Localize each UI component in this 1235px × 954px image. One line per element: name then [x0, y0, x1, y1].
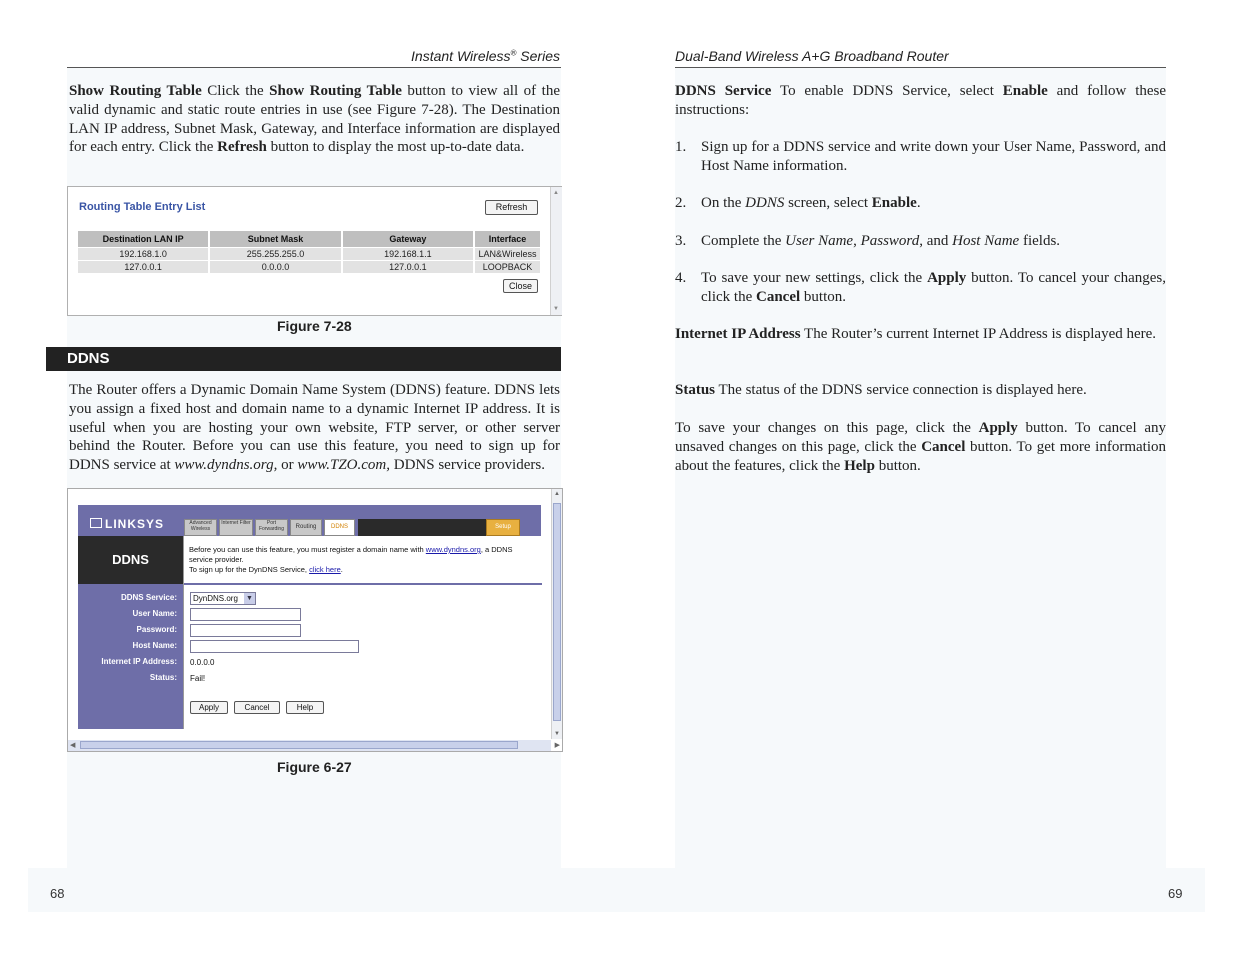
step-number: 4. — [675, 270, 687, 286]
ddns-screen-figure — [67, 488, 563, 752]
text-run: and follow these instructions: — [675, 83, 1167, 118]
routing-button-ref: Show Routing Table — [269, 83, 402, 99]
text-run: To save your new settings, click the — [701, 270, 928, 286]
ddns-service-select[interactable] — [190, 592, 256, 605]
horizontal-scrollbar[interactable] — [68, 740, 560, 751]
table-cell: 127.0.0.1 — [342, 261, 474, 274]
text-run: The Router offers a Dynamic Domain Name System (DDNS) feature. DDNS lets you assign a fixed host and domain name to a dynamic Internet IP address. It is useful when you are hosting your own website, FTP server, or other server behind the Router. Before you can use this feature, you need to sign up for DDNS service at — [69, 382, 560, 474]
tab-setup[interactable]: Setup — [486, 519, 520, 536]
bold-term: Help — [844, 457, 875, 474]
italic-term: User Name — [785, 233, 854, 249]
text-run: button to view all of the valid dynamic and static route entries in use (see Figure 7-28). The Destination LAN IP address, Subnet Mask, Gateway, and Interface information are displayed for each entry. Click the — [69, 83, 560, 156]
h-scroll-thumb[interactable] — [80, 741, 518, 749]
column-header: Interface — [474, 231, 540, 248]
routing-table-figure — [67, 186, 562, 316]
label-status: Status: — [149, 673, 177, 682]
routing-paragraph — [69, 82, 560, 157]
step-number: 1. — [675, 139, 687, 155]
tab-port-forwarding[interactable]: Port Forwarding — [255, 519, 288, 536]
status-value: Fail! — [190, 674, 206, 683]
apply-button[interactable]: Apply — [190, 701, 228, 714]
routing-term: Show Routing Table — [69, 83, 202, 99]
step-2 — [675, 194, 1166, 213]
bold-term: Cancel — [921, 438, 966, 455]
status-term: Status — [675, 382, 716, 398]
italic-term: DDNS — [745, 195, 785, 211]
tab-advanced-wireless[interactable]: Advanced Wireless — [184, 519, 217, 536]
figure-caption-627: Figure 6-27 — [277, 759, 352, 775]
logo-text: LINKSYS — [105, 517, 165, 531]
text-run: button. To cancel your changes, click the — [701, 270, 1166, 305]
text-run: DDNS service providers. — [390, 457, 545, 474]
text-run: . — [916, 195, 921, 211]
text-run: To sign up for the DynDNS Service, — [189, 565, 310, 574]
text-run: Click the — [201, 83, 270, 99]
ddns-service-value: DynDNS.org — [193, 594, 238, 603]
table-row — [78, 261, 540, 274]
step-1 — [675, 138, 1166, 176]
tzo-url: www.TZO.com, — [297, 457, 390, 474]
internet-ip-value: 0.0.0.0 — [190, 658, 215, 667]
figure-caption-728: Figure 7-28 — [277, 318, 352, 334]
help-button[interactable]: Help — [286, 701, 324, 714]
internet-ip-term: Internet IP Address — [675, 326, 801, 342]
text-run: On the — [701, 195, 746, 211]
linksys-logo — [90, 517, 164, 531]
header-rule — [675, 67, 1166, 68]
label-password: Password: — [136, 625, 177, 634]
host-name-input[interactable] — [190, 640, 359, 653]
text-run: button to display the most up-to-date data. — [266, 139, 525, 156]
ddns-intro-paragraph — [69, 381, 560, 475]
scroll-left-icon[interactable]: ◀ — [70, 742, 76, 749]
header-rule — [67, 67, 561, 68]
table-cell: LOOPBACK — [474, 261, 540, 274]
bold-term: Apply — [927, 270, 967, 286]
step-4 — [675, 269, 1166, 307]
refresh-ref: Refresh — [217, 139, 267, 156]
tab-routing[interactable]: Routing — [290, 519, 322, 536]
table-row — [78, 248, 540, 261]
step-3 — [675, 232, 1166, 251]
text-run: button. — [874, 457, 921, 474]
scroll-down-icon[interactable]: ▼ — [554, 731, 560, 737]
page-number-left: 68 — [50, 886, 65, 901]
text-run: button. To get more information about the features, click the — [675, 438, 1166, 474]
header-title: Instant Wireless — [411, 48, 511, 64]
close-button[interactable]: Close — [503, 279, 538, 293]
ddns-sidebar — [78, 536, 183, 729]
routing-table-title: Routing Table Entry List — [79, 201, 206, 213]
scroll-up-icon[interactable]: ▲ — [553, 190, 559, 196]
text-run: , a DDNS service provider. — [189, 545, 513, 564]
table-cell: LAN&Wireless — [474, 248, 540, 261]
cancel-button[interactable]: Cancel — [234, 701, 280, 714]
header-suffix: Series — [516, 48, 560, 64]
ddns-service-paragraph — [675, 82, 1166, 120]
browser-top — [68, 489, 551, 505]
table-cell: 192.168.1.1 — [342, 248, 474, 261]
left-page — [0, 0, 617, 954]
status-paragraph — [675, 381, 1166, 400]
table-header-row — [78, 231, 540, 248]
text-run: button. — [800, 288, 846, 305]
table-cell: 127.0.0.1 — [78, 261, 209, 274]
text-run: , and — [919, 233, 953, 249]
label-user-name: User Name: — [132, 609, 177, 618]
text-run: button. To cancel any unsaved changes on this page, click the — [675, 420, 1166, 455]
text-run: The Router’s current Internet IP Address is displayed here. — [800, 326, 1157, 342]
user-name-input[interactable] — [190, 608, 301, 621]
closing-paragraph — [675, 419, 1166, 475]
section-title: DDNS — [67, 350, 110, 367]
sidebar-title: DDNS — [78, 536, 183, 584]
text-run: Sign up for a DDNS service and write down your User Name, Password, and Host Name information. — [701, 139, 1166, 174]
text-run: Complete the — [701, 233, 786, 249]
vertical-scrollbar[interactable] — [550, 187, 562, 315]
step-number: 3. — [675, 233, 687, 249]
enable-ref: Enable — [1002, 83, 1048, 99]
content-divider — [184, 583, 542, 585]
text-run: To enable DDNS Service, select — [771, 83, 1003, 99]
tab-internet-filter[interactable]: Internet Filter — [219, 519, 253, 536]
text-run: The status of the DDNS service connection is displayed here. — [715, 382, 1087, 398]
internet-ip-paragraph — [675, 325, 1166, 344]
running-header: Dual-Band Wireless A+G Broadband Router — [675, 48, 949, 64]
ddns-note — [189, 545, 529, 575]
scroll-down-icon[interactable]: ▼ — [553, 306, 559, 312]
password-input[interactable] — [190, 624, 301, 637]
footer-tint — [28, 868, 628, 912]
text-run: , — [853, 233, 861, 249]
linksys-banner — [78, 505, 541, 536]
chevron-down-icon[interactable]: ▼ — [244, 593, 255, 604]
step-number: 2. — [675, 195, 687, 211]
label-ddns-service: DDNS Service: — [120, 593, 177, 602]
dyndns-link[interactable]: www.dyndns.org — [425, 545, 481, 554]
scroll-up-icon[interactable]: ▲ — [554, 491, 560, 497]
tab-spacer — [358, 519, 498, 536]
bold-term: Cancel — [755, 288, 801, 305]
text-run: Before you can use this feature, you must register a domain name with — [189, 545, 426, 554]
text-run: To save your changes on this page, click the — [675, 420, 979, 436]
ddns-content — [183, 536, 542, 729]
column-header: Destination LAN IP — [78, 231, 209, 248]
registered-mark: ® — [510, 48, 517, 58]
click-here-link[interactable]: click here — [309, 565, 341, 574]
text-run: or — [277, 457, 298, 474]
bold-term: Apply — [978, 420, 1018, 436]
bold-term: Enable — [871, 195, 917, 211]
label-internet-ip: Internet IP Address: — [101, 657, 177, 666]
right-page — [617, 0, 1235, 954]
logo-icon — [90, 518, 102, 528]
ddns-service-term: DDNS Service — [675, 83, 772, 99]
refresh-button[interactable]: Refresh — [485, 200, 538, 215]
scroll-right-icon[interactable]: ▶ — [554, 742, 560, 749]
tab-ddns[interactable]: DDNS — [324, 519, 355, 536]
dyndns-url: www.dyndns.org, — [174, 457, 278, 474]
label-host-name: Host Name: — [132, 641, 177, 650]
table-cell: 0.0.0.0 — [209, 261, 341, 274]
text-run: screen, select — [784, 195, 872, 211]
text-run: . — [340, 565, 343, 574]
italic-term: Host Name — [952, 233, 1020, 249]
scroll-thumb[interactable] — [553, 503, 561, 721]
table-cell: 255.255.255.0 — [209, 248, 341, 261]
column-header: Gateway — [342, 231, 474, 248]
table-cell: 192.168.1.0 — [78, 248, 209, 261]
footer-tint — [617, 868, 1205, 912]
running-header — [411, 48, 560, 64]
text-run: fields. — [1019, 233, 1061, 249]
vertical-scrollbar[interactable] — [551, 489, 563, 739]
italic-term: Password — [860, 233, 920, 249]
section-bar-ddns — [46, 347, 561, 371]
column-header: Subnet Mask — [209, 231, 341, 248]
page-number-right: 69 — [1168, 886, 1183, 901]
routing-table — [78, 231, 540, 273]
